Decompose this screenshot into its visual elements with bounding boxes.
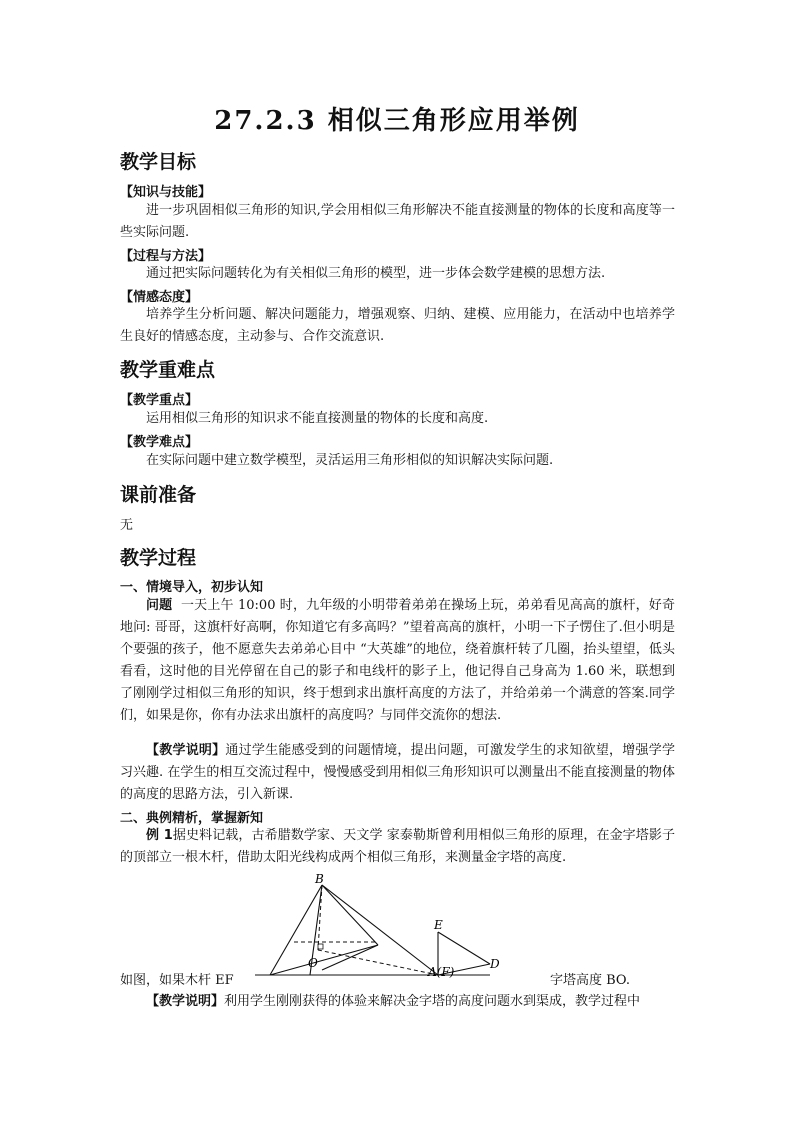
- heading-objectives: 教学目标: [120, 151, 197, 173]
- tag-process: 【过程与方法】: [120, 249, 212, 264]
- sun-ray-pole: [438, 932, 490, 964]
- note2-text: 利用学生刚刚获得的体验来解决金字塔的高度问题水到渠成，教学过程中: [224, 994, 641, 1009]
- note2-lead: 【教学说明】: [146, 994, 225, 1009]
- example-lead: 例 1: [146, 828, 173, 843]
- note1-paragraph: [120, 740, 675, 806]
- heading-process: 教学过程: [120, 547, 197, 569]
- heading-key-points: 教学重难点: [120, 359, 216, 381]
- example-paragraph: [120, 825, 675, 869]
- pyramid-figure: [250, 872, 520, 984]
- problem-text: 一天上午 10:00 时，九年级的小明带着弟弟在操场上玩，弟弟看见高高的旗杆，好奇地问: 哥哥，这旗杆好高啊，你知道它有多高吗？”望着高高的旗杆，小明一下子愣住了.但小明是个要强的孩子，他不愿意失去弟弟心目中 “大英雄”的地位，绕着旗杆转了几圈，抬头望望，低头看看，这时他的目光停留在自己的影子和电线杆的影子上，他记得自己身高为 1.60 米，联想到了刚刚学过相似三角形的知识，终于想到求出旗杆高度的方法了，并给弟弟一个满意的答案.同学们，如果是你，你有办法求出旗杆的高度吗？与同伴交流你的想法.: [120, 598, 675, 723]
- text-difficulty: 在实际问题中建立数学模型，灵活运用三角形相似的知识解决实际问题.: [146, 453, 554, 468]
- tag-knowledge: 【知识与技能】: [120, 185, 212, 200]
- height-bo: [318, 885, 322, 950]
- text-focus: 运用相似三角形的知识求不能直接测量的物体的长度和高度.: [146, 411, 489, 426]
- figure-caption-left: 如图，如果木杆 EF: [120, 973, 234, 988]
- tag-difficulty: 【教学难点】: [120, 435, 199, 450]
- base-edge-right: [322, 945, 378, 970]
- label-o: O: [308, 956, 318, 970]
- label-b: B: [315, 872, 324, 886]
- part1-title: 一、情境导入，初步认知: [120, 580, 264, 595]
- note1-text: 通过学生能感受到的问题情境，提出问题，可激发学生的求知欲望，增强学学习兴趣. 在学生的相互交流过程中，慢慢感受到用相似三角形知识可以测量出不能直接测量的物体的高度的思路方法，引入新课.: [120, 743, 675, 802]
- text-preparation: 无: [120, 518, 134, 533]
- hidden-line-oa: [318, 950, 438, 975]
- part2-title: 二、典例精析，掌握新知: [120, 811, 264, 826]
- text-emotion: 培养学生分析问题、解决问题能力，增强观察、归纳、建模、应用能力，在活动中也培养学生良好的情感态度，主动参与、合作交流意识.: [120, 307, 675, 344]
- tag-focus: 【教学重点】: [120, 393, 199, 408]
- problem-lead: 问题: [146, 598, 173, 613]
- figure-caption-right: 字塔高度 BO.: [550, 973, 630, 988]
- sun-ray-apex: [322, 885, 438, 975]
- lateral-edge-right: [322, 885, 378, 945]
- heading-preparation: 课前准备: [120, 484, 197, 506]
- text-process: 通过把实际问题转化为有关相似三角形的模型，进一步体会数学建模的思想方法.: [146, 266, 606, 281]
- base-edge-front: [270, 945, 378, 975]
- page-title: 27.2.3 相似三角形应用举例: [214, 106, 580, 136]
- label-a-f: A(F): [428, 965, 455, 979]
- text-knowledge: 进一步巩固相似三角形的知识,学会用相似三角形解决不能直接测量的物体的长度和高度等一 些实际问题.: [120, 203, 675, 240]
- tag-emotion: 【情感态度】: [120, 290, 199, 305]
- label-d: D: [490, 957, 500, 971]
- problem-paragraph: [120, 595, 675, 727]
- note1-lead: 【教学说明】: [146, 743, 226, 758]
- label-e: E: [434, 918, 443, 932]
- example-text: 据史料记载，古希腊数学家、天文学 家泰勒斯曾利用相似三角形的原理，在金字塔影子的顶部立一根木杆，借助太阳光线构成两个相似三角形，来测量金字塔的高度.: [120, 828, 675, 865]
- note2-paragraph: [120, 991, 675, 1013]
